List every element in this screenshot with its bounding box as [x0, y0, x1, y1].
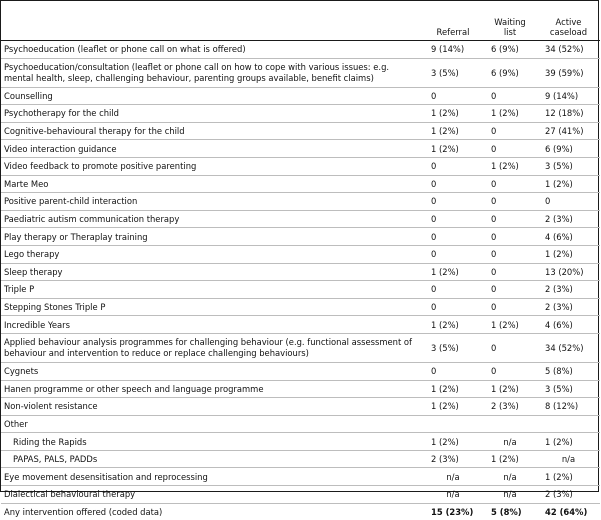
- cell-waiting: 0: [483, 298, 537, 316]
- cell-active: 9 (14%): [537, 87, 600, 105]
- cell-waiting: 0: [483, 87, 537, 105]
- table-row: [1, 281, 600, 299]
- cell-waiting: 0: [483, 140, 537, 158]
- intervention-table-grid: [1, 1, 600, 520]
- cell-active: 1 (2%): [537, 175, 600, 193]
- table-row: [1, 333, 600, 362]
- cell-referral: 0: [423, 193, 483, 211]
- table-row: [1, 210, 600, 228]
- row-label: Video feedback to promote positive parenting: [1, 157, 423, 175]
- cell-waiting: 1 (2%): [483, 450, 537, 468]
- cell-waiting: 6 (9%): [483, 58, 537, 87]
- cell-referral: 15 (23%): [431, 506, 474, 517]
- cell-active: 3 (5%): [537, 157, 600, 175]
- table-row: [1, 105, 600, 123]
- cell-waiting: 0: [483, 175, 537, 193]
- cell-waiting: n/a: [483, 433, 537, 451]
- cell-waiting: 2 (3%): [483, 398, 537, 416]
- row-label: Riding the Rapids: [1, 433, 423, 451]
- cell-active: 4 (6%): [537, 228, 600, 246]
- row-label: Lego therapy: [1, 245, 423, 263]
- cell-referral: 3 (5%): [423, 333, 483, 362]
- table-row: [1, 193, 600, 211]
- header-active-caseload: Active caseload: [537, 1, 600, 41]
- cell-referral: 0: [423, 245, 483, 263]
- cell-waiting: 0: [483, 362, 537, 380]
- cell-active: 2 (3%): [537, 210, 600, 228]
- cell-referral: 0: [423, 87, 483, 105]
- cell-waiting: 5 (8%): [491, 506, 522, 517]
- table-row: [1, 122, 600, 140]
- cell-active: 3 (5%): [537, 380, 600, 398]
- cell-referral: 2 (3%): [423, 450, 483, 468]
- table-row: [1, 140, 600, 158]
- table-row: [1, 362, 600, 380]
- cell-referral: 1 (2%): [423, 380, 483, 398]
- row-label: PAPAS, PALS, PADDs: [1, 450, 423, 468]
- row-label: Paediatric autism communication therapy: [1, 210, 423, 228]
- row-label: Positive parent-child interaction: [1, 193, 423, 211]
- cell-waiting: 1 (2%): [483, 316, 537, 334]
- cell-active: 27 (41%): [537, 122, 600, 140]
- cell-waiting: 0: [483, 245, 537, 263]
- header-waiting-list: Waiting list: [483, 1, 537, 41]
- row-label: Cognitive-behavioural therapy for the child: [1, 122, 423, 140]
- row-label: Any intervention offered (coded data): [4, 506, 163, 517]
- cell-referral: n/a: [423, 468, 483, 486]
- cell-active: 5 (8%): [537, 362, 600, 380]
- cell-active: 6 (9%): [537, 140, 600, 158]
- row-label: Psychoeducation (leaflet or phone call on what is offered): [1, 41, 423, 59]
- cell-active: [537, 415, 600, 433]
- row-label: Play therapy or Theraplay training: [1, 228, 423, 246]
- cell-waiting: n/a: [483, 468, 537, 486]
- row-label: Psychotherapy for the child: [1, 105, 423, 123]
- cell-waiting: 0: [483, 228, 537, 246]
- cell-referral: 1 (2%): [423, 433, 483, 451]
- cell-waiting: 0: [483, 281, 537, 299]
- table-row: [1, 433, 600, 451]
- table-row: [1, 316, 600, 334]
- row-label: Incredible Years: [1, 316, 423, 334]
- cell-referral: n/a: [423, 486, 483, 504]
- cell-active: 1 (2%): [537, 245, 600, 263]
- row-label: Hanen programme or other speech and language programme: [1, 380, 423, 398]
- cell-referral: 3 (5%): [423, 58, 483, 87]
- table-row: [1, 468, 600, 486]
- cell-referral: 1 (2%): [423, 398, 483, 416]
- cell-referral: 0: [423, 298, 483, 316]
- cell-waiting: 0: [483, 263, 537, 281]
- cell-waiting: 0: [483, 193, 537, 211]
- cell-active: 2 (3%): [537, 486, 600, 504]
- cell-active: n/a: [537, 450, 600, 468]
- cell-referral: 0: [423, 175, 483, 193]
- table-row: [1, 157, 600, 175]
- table-row: [1, 298, 600, 316]
- cell-waiting: 0: [483, 122, 537, 140]
- row-label: Applied behaviour analysis programmes for challenging behaviour (e.g. functional assessment of behaviour and intervention to reduce or replace challenging behaviours): [1, 333, 423, 362]
- cell-waiting: 0: [483, 210, 537, 228]
- cell-referral: 9 (14%): [423, 41, 483, 59]
- cell-referral: 1 (2%): [423, 122, 483, 140]
- table-row-section: [1, 415, 600, 433]
- cell-referral: 0: [423, 210, 483, 228]
- cell-active: 8 (12%): [537, 398, 600, 416]
- table-row: [1, 263, 600, 281]
- table-row: [1, 450, 600, 468]
- cell-active: 34 (52%): [537, 41, 600, 59]
- row-label: Stepping Stones Triple P: [1, 298, 423, 316]
- header-referral: Referral: [423, 1, 483, 41]
- row-label: Eye movement desensitisation and reprocessing: [1, 468, 423, 486]
- cell-waiting: 1 (2%): [483, 105, 537, 123]
- cell-active: 2 (3%): [537, 298, 600, 316]
- cell-active: 13 (20%): [537, 263, 600, 281]
- row-label: Sleep therapy: [1, 263, 423, 281]
- table-row: [1, 41, 600, 59]
- cell-active: 12 (18%): [537, 105, 600, 123]
- row-label: Counselling: [1, 87, 423, 105]
- table-row: [1, 245, 600, 263]
- cell-waiting: n/a: [483, 486, 537, 504]
- cell-active: 42 (64%): [545, 506, 588, 517]
- cell-referral: 0: [423, 362, 483, 380]
- row-label: Marte Meo: [1, 175, 423, 193]
- table-row: [1, 58, 600, 87]
- table-row: [1, 175, 600, 193]
- cell-waiting: [483, 415, 537, 433]
- cell-referral: 0: [423, 281, 483, 299]
- table-row: [1, 486, 600, 504]
- row-label: Other: [1, 415, 423, 433]
- row-label: Triple P: [1, 281, 423, 299]
- row-label: Psychoeducation/consultation (leaflet or phone call on how to cope with various issues: e.g. mental health, sleep, challenging behaviour, parenting groups available, benefit claims): [1, 58, 423, 87]
- cell-active: 1 (2%): [537, 468, 600, 486]
- cell-active: 39 (59%): [537, 58, 600, 87]
- cell-active: 2 (3%): [537, 281, 600, 299]
- cell-active: 1 (2%): [537, 433, 600, 451]
- cell-referral: 0: [423, 157, 483, 175]
- header-row: [1, 1, 600, 41]
- cell-referral: [423, 415, 483, 433]
- cell-waiting: 1 (2%): [483, 157, 537, 175]
- cell-referral: 1 (2%): [423, 316, 483, 334]
- table-row: [1, 380, 600, 398]
- cell-active: 4 (6%): [537, 316, 600, 334]
- row-label: Video interaction guidance: [1, 140, 423, 158]
- cell-referral: 1 (2%): [423, 263, 483, 281]
- cell-waiting: 6 (9%): [483, 41, 537, 59]
- row-label: Cygnets: [1, 362, 423, 380]
- cell-waiting: 0: [483, 333, 537, 362]
- header-intervention: [1, 1, 423, 41]
- cell-referral: 0: [423, 228, 483, 246]
- table-row: [1, 87, 600, 105]
- row-label: Non-violent resistance: [1, 398, 423, 416]
- cell-active: 0: [537, 193, 600, 211]
- cell-referral: 1 (2%): [423, 105, 483, 123]
- row-label: Dialectical behavioural therapy: [1, 486, 423, 504]
- cell-active: 34 (52%): [537, 333, 600, 362]
- table-row-total: [1, 503, 600, 520]
- cell-referral: 1 (2%): [423, 140, 483, 158]
- table-row: [1, 398, 600, 416]
- cell-waiting: 1 (2%): [483, 380, 537, 398]
- table-row: [1, 228, 600, 246]
